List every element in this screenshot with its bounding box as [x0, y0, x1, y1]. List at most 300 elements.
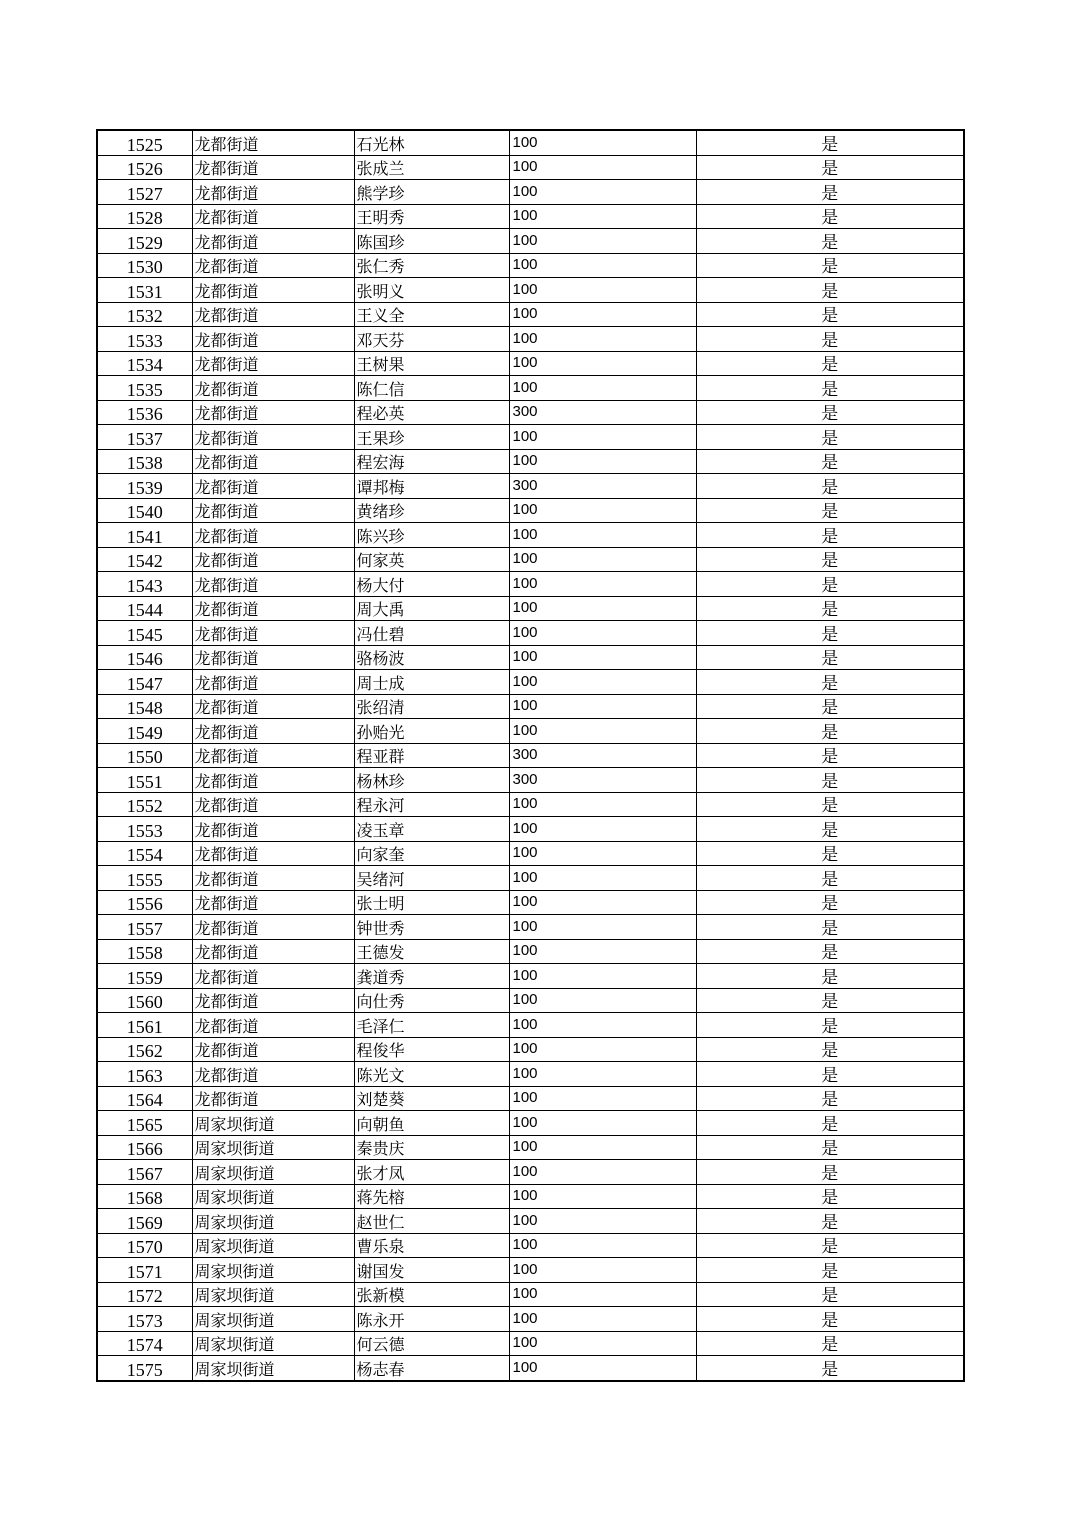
cell-amount: 100 — [509, 204, 696, 229]
cell-amount: 100 — [509, 278, 696, 303]
table-row — [97, 1111, 964, 1136]
cell-status: 是 — [696, 449, 964, 474]
cell-street: 龙都街道 — [192, 278, 354, 303]
cell-person-name: 毛泽仁 — [354, 1013, 509, 1038]
cell-status: 是 — [696, 327, 964, 352]
table-row — [97, 596, 964, 621]
cell-amount: 100 — [509, 596, 696, 621]
cell-amount: 100 — [509, 792, 696, 817]
cell-person-name: 陈仁信 — [354, 376, 509, 401]
cell-status: 是 — [696, 670, 964, 695]
cell-status: 是 — [696, 915, 964, 940]
cell-person-name: 周大禹 — [354, 596, 509, 621]
cell-street: 龙都街道 — [192, 719, 354, 744]
table-row — [97, 229, 964, 254]
cell-person-name: 吴绪河 — [354, 866, 509, 891]
cell-status: 是 — [696, 229, 964, 254]
table-row — [97, 1135, 964, 1160]
cell-serial-number: 1539 — [97, 474, 192, 499]
cell-person-name: 王义全 — [354, 302, 509, 327]
cell-status: 是 — [696, 253, 964, 278]
table-row — [97, 988, 964, 1013]
cell-status: 是 — [696, 425, 964, 450]
cell-street: 龙都街道 — [192, 376, 354, 401]
cell-amount: 300 — [509, 743, 696, 768]
cell-status: 是 — [696, 694, 964, 719]
cell-street: 龙都街道 — [192, 130, 354, 155]
table-row — [97, 817, 964, 842]
cell-status: 是 — [696, 1184, 964, 1209]
cell-serial-number: 1565 — [97, 1111, 192, 1136]
cell-status: 是 — [696, 302, 964, 327]
cell-amount: 100 — [509, 670, 696, 695]
cell-amount: 100 — [509, 915, 696, 940]
cell-street: 周家坝街道 — [192, 1331, 354, 1356]
cell-serial-number: 1564 — [97, 1086, 192, 1111]
cell-amount: 100 — [509, 890, 696, 915]
cell-amount: 100 — [509, 1111, 696, 1136]
cell-serial-number: 1569 — [97, 1209, 192, 1234]
cell-serial-number: 1528 — [97, 204, 192, 229]
cell-person-name: 邓天芬 — [354, 327, 509, 352]
cell-serial-number: 1535 — [97, 376, 192, 401]
cell-status: 是 — [696, 1258, 964, 1283]
cell-street: 龙都街道 — [192, 890, 354, 915]
cell-amount: 100 — [509, 1013, 696, 1038]
table-row — [97, 253, 964, 278]
cell-person-name: 谢国发 — [354, 1258, 509, 1283]
cell-status: 是 — [696, 474, 964, 499]
table-row — [97, 204, 964, 229]
cell-street: 龙都街道 — [192, 645, 354, 670]
table-row — [97, 645, 964, 670]
cell-amount: 100 — [509, 841, 696, 866]
cell-street: 龙都街道 — [192, 204, 354, 229]
cell-amount: 100 — [509, 1258, 696, 1283]
table-row — [97, 523, 964, 548]
cell-serial-number: 1563 — [97, 1062, 192, 1087]
cell-serial-number: 1534 — [97, 351, 192, 376]
cell-street: 周家坝街道 — [192, 1135, 354, 1160]
cell-serial-number: 1558 — [97, 939, 192, 964]
cell-person-name: 程必英 — [354, 400, 509, 425]
table-row — [97, 449, 964, 474]
data-table — [96, 129, 965, 1382]
cell-amount: 100 — [509, 547, 696, 572]
cell-street: 龙都街道 — [192, 988, 354, 1013]
cell-amount: 100 — [509, 498, 696, 523]
table-row — [97, 792, 964, 817]
cell-amount: 100 — [509, 1184, 696, 1209]
cell-amount: 100 — [509, 719, 696, 744]
cell-status: 是 — [696, 596, 964, 621]
cell-person-name: 秦贵庆 — [354, 1135, 509, 1160]
table-row — [97, 302, 964, 327]
cell-status: 是 — [696, 964, 964, 989]
cell-person-name: 王果珍 — [354, 425, 509, 450]
cell-street: 龙都街道 — [192, 841, 354, 866]
cell-serial-number: 1532 — [97, 302, 192, 327]
cell-amount: 100 — [509, 449, 696, 474]
table-row — [97, 743, 964, 768]
cell-serial-number: 1572 — [97, 1282, 192, 1307]
cell-person-name: 张明义 — [354, 278, 509, 303]
cell-serial-number: 1549 — [97, 719, 192, 744]
cell-serial-number: 1575 — [97, 1356, 192, 1381]
cell-amount: 100 — [509, 1209, 696, 1234]
table-row — [97, 278, 964, 303]
cell-person-name: 程永河 — [354, 792, 509, 817]
cell-serial-number: 1538 — [97, 449, 192, 474]
cell-serial-number: 1536 — [97, 400, 192, 425]
cell-status: 是 — [696, 1233, 964, 1258]
cell-street: 周家坝街道 — [192, 1356, 354, 1381]
cell-serial-number: 1548 — [97, 694, 192, 719]
cell-person-name: 何云德 — [354, 1331, 509, 1356]
cell-person-name: 王德发 — [354, 939, 509, 964]
cell-street: 龙都街道 — [192, 523, 354, 548]
table-row — [97, 1037, 964, 1062]
cell-serial-number: 1533 — [97, 327, 192, 352]
cell-amount: 100 — [509, 1160, 696, 1185]
cell-street: 龙都街道 — [192, 474, 354, 499]
cell-amount: 100 — [509, 425, 696, 450]
cell-person-name: 杨志春 — [354, 1356, 509, 1381]
cell-amount: 100 — [509, 351, 696, 376]
cell-amount: 100 — [509, 130, 696, 155]
cell-status: 是 — [696, 1013, 964, 1038]
cell-status: 是 — [696, 841, 964, 866]
table-row — [97, 425, 964, 450]
cell-person-name: 向仕秀 — [354, 988, 509, 1013]
cell-street: 周家坝街道 — [192, 1184, 354, 1209]
cell-person-name: 石光林 — [354, 130, 509, 155]
cell-amount: 100 — [509, 621, 696, 646]
cell-serial-number: 1550 — [97, 743, 192, 768]
cell-status: 是 — [696, 645, 964, 670]
table-body — [97, 130, 964, 1381]
cell-person-name: 向朝鱼 — [354, 1111, 509, 1136]
cell-amount: 100 — [509, 1062, 696, 1087]
table-row — [97, 1160, 964, 1185]
table-row — [97, 155, 964, 180]
cell-serial-number: 1542 — [97, 547, 192, 572]
cell-amount: 100 — [509, 572, 696, 597]
table-row — [97, 694, 964, 719]
cell-serial-number: 1541 — [97, 523, 192, 548]
cell-street: 龙都街道 — [192, 1086, 354, 1111]
cell-street: 龙都街道 — [192, 1037, 354, 1062]
cell-person-name: 熊学珍 — [354, 180, 509, 205]
cell-person-name: 陈光文 — [354, 1062, 509, 1087]
cell-status: 是 — [696, 547, 964, 572]
cell-status: 是 — [696, 1086, 964, 1111]
cell-street: 龙都街道 — [192, 694, 354, 719]
cell-street: 龙都街道 — [192, 572, 354, 597]
cell-person-name: 骆杨波 — [354, 645, 509, 670]
cell-person-name: 程俊华 — [354, 1037, 509, 1062]
cell-street: 龙都街道 — [192, 670, 354, 695]
cell-amount: 100 — [509, 302, 696, 327]
cell-amount: 100 — [509, 1356, 696, 1381]
table-row — [97, 327, 964, 352]
cell-person-name: 张新模 — [354, 1282, 509, 1307]
cell-status: 是 — [696, 1111, 964, 1136]
cell-serial-number: 1561 — [97, 1013, 192, 1038]
table-row — [97, 498, 964, 523]
cell-serial-number: 1567 — [97, 1160, 192, 1185]
cell-serial-number: 1570 — [97, 1233, 192, 1258]
cell-person-name: 杨林珍 — [354, 768, 509, 793]
cell-street: 龙都街道 — [192, 964, 354, 989]
cell-person-name: 陈兴珍 — [354, 523, 509, 548]
cell-street: 龙都街道 — [192, 1013, 354, 1038]
cell-person-name: 程宏海 — [354, 449, 509, 474]
cell-amount: 300 — [509, 400, 696, 425]
table-row — [97, 400, 964, 425]
cell-status: 是 — [696, 1062, 964, 1087]
cell-amount: 100 — [509, 939, 696, 964]
cell-street: 龙都街道 — [192, 1062, 354, 1087]
cell-status: 是 — [696, 1307, 964, 1332]
cell-serial-number: 1560 — [97, 988, 192, 1013]
cell-person-name: 陈国珍 — [354, 229, 509, 254]
cell-serial-number: 1545 — [97, 621, 192, 646]
cell-street: 龙都街道 — [192, 425, 354, 450]
cell-amount: 300 — [509, 768, 696, 793]
table-row — [97, 180, 964, 205]
cell-amount: 100 — [509, 229, 696, 254]
cell-street: 周家坝街道 — [192, 1233, 354, 1258]
cell-status: 是 — [696, 890, 964, 915]
cell-person-name: 刘楚葵 — [354, 1086, 509, 1111]
cell-street: 龙都街道 — [192, 351, 354, 376]
cell-person-name: 冯仕碧 — [354, 621, 509, 646]
cell-amount: 100 — [509, 964, 696, 989]
table-row — [97, 1258, 964, 1283]
cell-person-name: 王明秀 — [354, 204, 509, 229]
cell-serial-number: 1540 — [97, 498, 192, 523]
cell-person-name: 曹乐泉 — [354, 1233, 509, 1258]
cell-amount: 100 — [509, 376, 696, 401]
cell-status: 是 — [696, 621, 964, 646]
table-row — [97, 1331, 964, 1356]
table-row — [97, 376, 964, 401]
table-row — [97, 1233, 964, 1258]
cell-status: 是 — [696, 351, 964, 376]
table-row — [97, 964, 964, 989]
cell-status: 是 — [696, 1209, 964, 1234]
cell-person-name: 张才凤 — [354, 1160, 509, 1185]
cell-amount: 100 — [509, 866, 696, 891]
cell-amount: 100 — [509, 180, 696, 205]
cell-person-name: 黄绪珍 — [354, 498, 509, 523]
cell-serial-number: 1526 — [97, 155, 192, 180]
cell-status: 是 — [696, 1135, 964, 1160]
table-row — [97, 915, 964, 940]
cell-person-name: 蒋先榕 — [354, 1184, 509, 1209]
cell-status: 是 — [696, 278, 964, 303]
cell-person-name: 龚道秀 — [354, 964, 509, 989]
cell-person-name: 向家奎 — [354, 841, 509, 866]
cell-status: 是 — [696, 939, 964, 964]
cell-person-name: 张成兰 — [354, 155, 509, 180]
cell-serial-number: 1566 — [97, 1135, 192, 1160]
cell-serial-number: 1554 — [97, 841, 192, 866]
cell-status: 是 — [696, 1282, 964, 1307]
cell-amount: 100 — [509, 523, 696, 548]
table-row — [97, 1307, 964, 1332]
cell-amount: 100 — [509, 1233, 696, 1258]
cell-street: 龙都街道 — [192, 915, 354, 940]
cell-serial-number: 1574 — [97, 1331, 192, 1356]
cell-serial-number: 1553 — [97, 817, 192, 842]
table-row — [97, 670, 964, 695]
cell-street: 龙都街道 — [192, 449, 354, 474]
cell-serial-number: 1544 — [97, 596, 192, 621]
cell-status: 是 — [696, 523, 964, 548]
cell-street: 龙都街道 — [192, 498, 354, 523]
cell-person-name: 凌玉章 — [354, 817, 509, 842]
table-row — [97, 719, 964, 744]
table-row — [97, 130, 964, 155]
cell-serial-number: 1557 — [97, 915, 192, 940]
cell-amount: 100 — [509, 1086, 696, 1111]
cell-status: 是 — [696, 130, 964, 155]
cell-street: 龙都街道 — [192, 939, 354, 964]
cell-person-name: 陈永开 — [354, 1307, 509, 1332]
cell-street: 龙都街道 — [192, 547, 354, 572]
cell-status: 是 — [696, 792, 964, 817]
table-row — [97, 572, 964, 597]
table-row — [97, 866, 964, 891]
cell-serial-number: 1537 — [97, 425, 192, 450]
table-row — [97, 1209, 964, 1234]
cell-street: 周家坝街道 — [192, 1282, 354, 1307]
table-row — [97, 621, 964, 646]
table-row — [97, 1086, 964, 1111]
cell-serial-number: 1527 — [97, 180, 192, 205]
cell-amount: 100 — [509, 1307, 696, 1332]
cell-amount: 100 — [509, 988, 696, 1013]
cell-status: 是 — [696, 866, 964, 891]
cell-status: 是 — [696, 1331, 964, 1356]
cell-serial-number: 1543 — [97, 572, 192, 597]
cell-person-name: 张仁秀 — [354, 253, 509, 278]
cell-street: 周家坝街道 — [192, 1258, 354, 1283]
cell-street: 龙都街道 — [192, 743, 354, 768]
cell-amount: 300 — [509, 474, 696, 499]
cell-amount: 100 — [509, 1331, 696, 1356]
table-row — [97, 1062, 964, 1087]
cell-person-name: 谭邦梅 — [354, 474, 509, 499]
cell-street: 龙都街道 — [192, 400, 354, 425]
cell-serial-number: 1555 — [97, 866, 192, 891]
cell-street: 龙都街道 — [192, 155, 354, 180]
cell-person-name: 孙贻光 — [354, 719, 509, 744]
cell-serial-number: 1559 — [97, 964, 192, 989]
cell-amount: 100 — [509, 1135, 696, 1160]
cell-status: 是 — [696, 1356, 964, 1381]
cell-street: 龙都街道 — [192, 621, 354, 646]
cell-status: 是 — [696, 204, 964, 229]
cell-serial-number: 1530 — [97, 253, 192, 278]
cell-status: 是 — [696, 155, 964, 180]
cell-amount: 100 — [509, 155, 696, 180]
cell-street: 龙都街道 — [192, 866, 354, 891]
cell-status: 是 — [696, 719, 964, 744]
cell-serial-number: 1552 — [97, 792, 192, 817]
cell-person-name: 周士成 — [354, 670, 509, 695]
table-row — [97, 351, 964, 376]
cell-status: 是 — [696, 572, 964, 597]
cell-street: 龙都街道 — [192, 180, 354, 205]
cell-person-name: 张士明 — [354, 890, 509, 915]
cell-street: 周家坝街道 — [192, 1307, 354, 1332]
cell-amount: 100 — [509, 1282, 696, 1307]
cell-serial-number: 1562 — [97, 1037, 192, 1062]
cell-person-name: 程亚群 — [354, 743, 509, 768]
cell-person-name: 张绍清 — [354, 694, 509, 719]
cell-status: 是 — [696, 498, 964, 523]
cell-street: 龙都街道 — [192, 302, 354, 327]
cell-amount: 100 — [509, 327, 696, 352]
cell-person-name: 赵世仁 — [354, 1209, 509, 1234]
cell-serial-number: 1531 — [97, 278, 192, 303]
cell-serial-number: 1547 — [97, 670, 192, 695]
cell-serial-number: 1571 — [97, 1258, 192, 1283]
table-row — [97, 547, 964, 572]
cell-amount: 100 — [509, 694, 696, 719]
cell-street: 周家坝街道 — [192, 1111, 354, 1136]
cell-street: 周家坝街道 — [192, 1160, 354, 1185]
cell-status: 是 — [696, 817, 964, 842]
cell-serial-number: 1525 — [97, 130, 192, 155]
cell-street: 龙都街道 — [192, 253, 354, 278]
cell-person-name: 杨大付 — [354, 572, 509, 597]
cell-person-name: 王树果 — [354, 351, 509, 376]
cell-status: 是 — [696, 400, 964, 425]
cell-amount: 100 — [509, 817, 696, 842]
cell-status: 是 — [696, 988, 964, 1013]
table-row — [97, 474, 964, 499]
cell-serial-number: 1546 — [97, 645, 192, 670]
cell-serial-number: 1556 — [97, 890, 192, 915]
table-row — [97, 1356, 964, 1381]
cell-status: 是 — [696, 1160, 964, 1185]
cell-status: 是 — [696, 180, 964, 205]
cell-person-name: 钟世秀 — [354, 915, 509, 940]
cell-street: 周家坝街道 — [192, 1209, 354, 1234]
table-row — [97, 841, 964, 866]
cell-serial-number: 1529 — [97, 229, 192, 254]
cell-street: 龙都街道 — [192, 768, 354, 793]
table-row — [97, 939, 964, 964]
cell-serial-number: 1568 — [97, 1184, 192, 1209]
cell-street: 龙都街道 — [192, 817, 354, 842]
cell-street: 龙都街道 — [192, 596, 354, 621]
cell-street: 龙都街道 — [192, 327, 354, 352]
cell-street: 龙都街道 — [192, 792, 354, 817]
table-row — [97, 890, 964, 915]
cell-amount: 100 — [509, 645, 696, 670]
cell-person-name: 何家英 — [354, 547, 509, 572]
cell-status: 是 — [696, 768, 964, 793]
cell-status: 是 — [696, 376, 964, 401]
cell-status: 是 — [696, 743, 964, 768]
cell-amount: 100 — [509, 253, 696, 278]
cell-serial-number: 1551 — [97, 768, 192, 793]
